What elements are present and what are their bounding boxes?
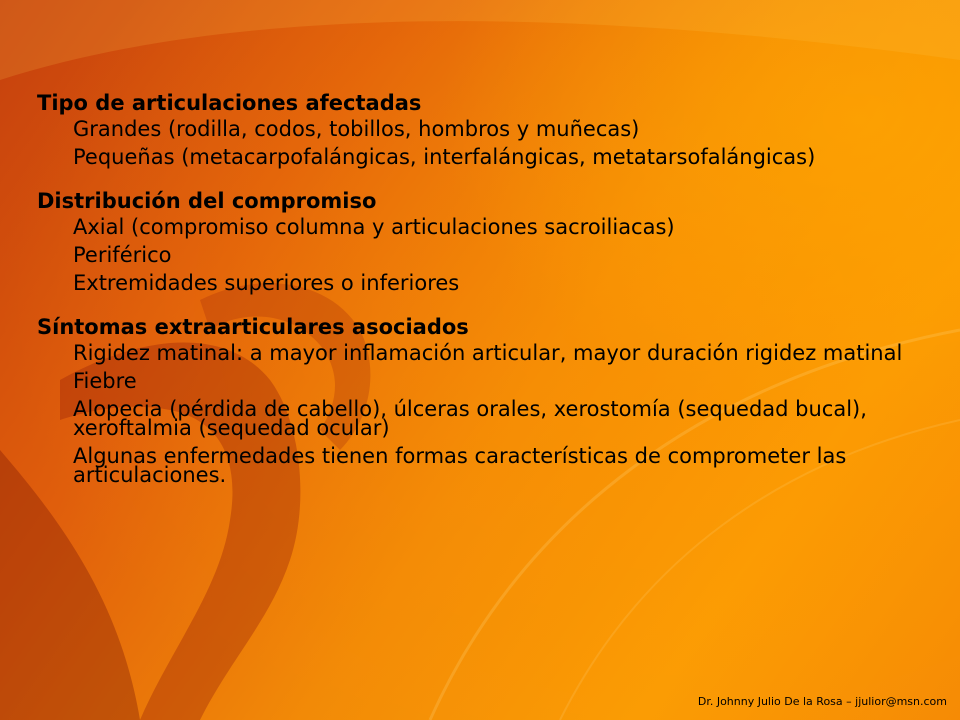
section-heading: Distribución del compromiso — [37, 189, 377, 213]
list-item: Alopecia (pérdida de cabello), úlceras orales, xerostomía (sequedad bucal), xeroftalmia (sequedad ocular) — [73, 397, 867, 440]
section-distribution — [37, 188, 937, 298]
slide-content — [37, 90, 937, 506]
list-item: Periférico — [73, 243, 172, 267]
list-item: Extremidades superiores o inferiores — [73, 271, 460, 295]
section-joint-type — [37, 90, 937, 172]
section-heading: Tipo de articulaciones afectadas — [37, 91, 422, 115]
list-item: Rigidez matinal: a mayor inflamación articular, mayor duración rigidez matinal — [73, 341, 903, 365]
section-heading: Síntomas extraarticulares asociados — [37, 315, 469, 339]
background-swoosh — [0, 0, 960, 80]
footer-credit: Dr. Johnny Julio De la Rosa – jjulior@msn.com — [697, 695, 947, 708]
list-item: Fiebre — [73, 369, 137, 393]
list-item: Pequeñas (metacarpofalángicas, interfalángicas, metatarsofalángicas) — [73, 145, 816, 169]
section-extra-articular — [37, 314, 937, 490]
list-item: Algunas enfermedades tienen formas características de comprometer las articulaciones. — [73, 444, 847, 487]
list-item: Grandes (rodilla, codos, tobillos, hombros y muñecas) — [73, 117, 640, 141]
list-item: Axial (compromiso columna y articulaciones sacroiliacas) — [73, 215, 675, 239]
